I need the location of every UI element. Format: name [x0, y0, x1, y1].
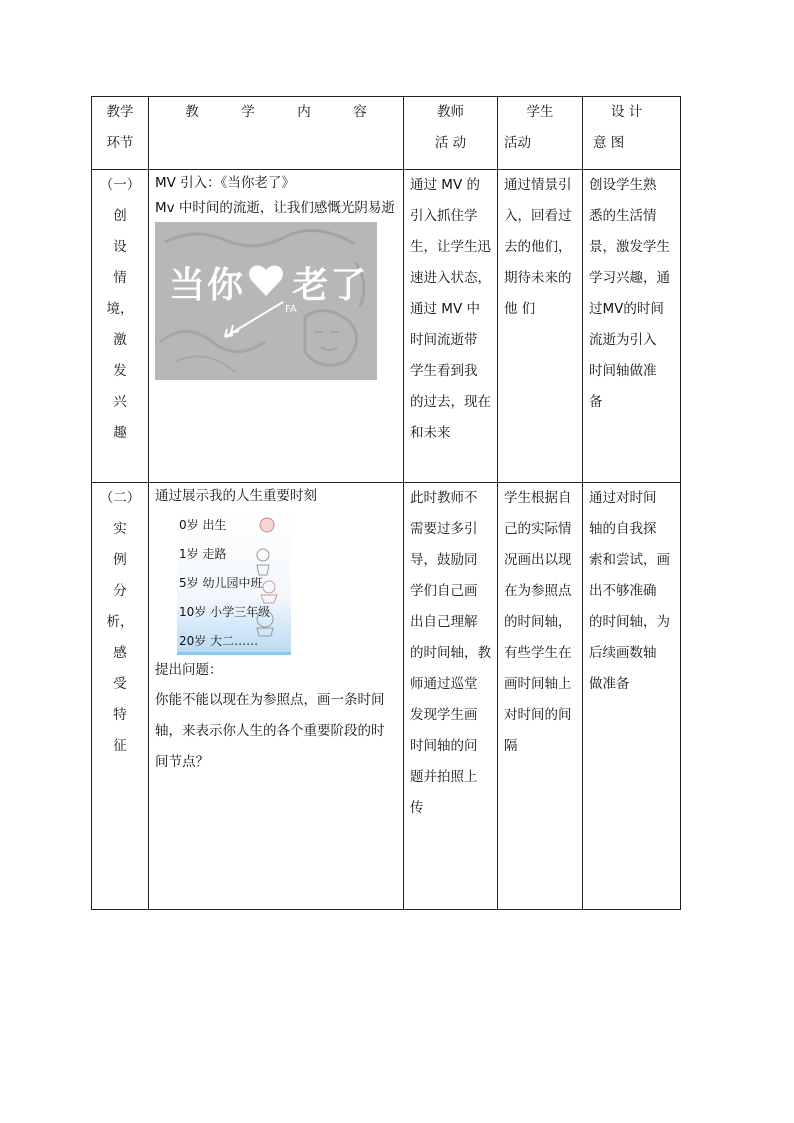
content-cell [149, 170, 404, 483]
content-line: MV 引入：《当你老了》 [155, 175, 295, 191]
mv-cover-image [155, 222, 377, 380]
teacher-activity-cell [404, 170, 498, 483]
stage-text: 感 [113, 645, 127, 661]
student-line: 学生根据自 [504, 490, 572, 506]
stage-text: 实 [113, 521, 127, 537]
stage-text: 特 [113, 707, 127, 723]
stage-text: 例 [113, 552, 127, 568]
stage-cell [92, 483, 149, 910]
design-intent-cell [583, 170, 681, 483]
doodle-figures [247, 515, 287, 645]
student-line: 有些学生在 [504, 645, 572, 661]
teacher-line: 需要过多引 [410, 521, 478, 537]
question-line: 间节点？ [155, 754, 209, 770]
intent-line: 过MV的时间 [589, 301, 664, 317]
stage-text: 境， [106, 301, 134, 317]
student-line: 去的他们， [504, 239, 572, 255]
header-content-char: 内 [297, 104, 311, 120]
intent-line: 学习兴趣，通 [589, 270, 670, 286]
student-line: 在为参照点 [504, 583, 572, 599]
teacher-line: 传 [410, 800, 424, 816]
header-student-line: 活动 [504, 135, 531, 151]
life-timeline-image [177, 511, 291, 655]
stage-text: 趣 [113, 425, 127, 441]
teacher-line: 生，让学生迅 [410, 239, 491, 255]
header-teacher-line: 活 动 [434, 135, 467, 151]
header-student [498, 97, 583, 170]
stage-text: 情 [113, 270, 127, 286]
timeline-item: 20岁 大二…… [179, 634, 259, 648]
teacher-activity-cell [404, 483, 498, 910]
intent-line: 备 [589, 394, 603, 410]
intent-line: 的时间轴，为 [589, 614, 670, 630]
teacher-line: 通过 MV 的 [410, 177, 480, 193]
teacher-line: 师通过巡堂 [410, 676, 478, 692]
intent-line: 后续画数轴 [589, 645, 657, 661]
student-activity-cell [498, 170, 583, 483]
timeline-item: 10岁 小学三年级 [179, 605, 271, 619]
header-intent-line: 意 图 [593, 135, 625, 151]
intent-line: 悉的生活情 [589, 208, 657, 224]
content-line: 通过展示我的人生重要时刻 [155, 488, 317, 504]
teacher-line: 和未来 [410, 425, 451, 441]
teacher-line: 导，鼓励同 [410, 552, 478, 568]
content-line: Mv 中时间的流逝，让我们感慨光阴易逝 [155, 200, 395, 216]
design-intent-cell [583, 483, 681, 910]
stage-text: 分 [113, 583, 127, 599]
question-line: 轴，来表示你人生的各个重要阶段的时 [155, 723, 385, 739]
student-line: 况画出以现 [504, 552, 572, 568]
student-line: 己的实际情 [504, 521, 572, 537]
student-line: 对时间的间 [504, 707, 572, 723]
intent-line: 流逝为引入 [589, 332, 657, 348]
intent-line: 创设学生熟 [589, 177, 657, 193]
header-content [149, 97, 404, 170]
teacher-line: 发现学生画 [410, 707, 478, 723]
header-intent [583, 97, 681, 170]
stage-cell [92, 170, 149, 483]
teacher-line: 速进入状态， [410, 270, 491, 286]
student-line: 的时间轴， [504, 614, 572, 630]
header-content-char: 容 [353, 104, 367, 120]
content-cell [149, 483, 404, 910]
teacher-line: 引入抓住学 [410, 208, 478, 224]
student-line: 入，回看过 [504, 208, 572, 224]
mv-logo-text: FA [285, 304, 297, 315]
stage-text: （一） [99, 177, 141, 193]
intent-line: 通过对时间 [589, 490, 657, 506]
mv-title-text: 当你 老了 [169, 265, 369, 306]
stage-text: 发 [113, 363, 127, 379]
timeline-item: 0岁 出生 [179, 518, 227, 532]
student-line: 通过情景引 [504, 177, 572, 193]
intent-line: 出不够准确 [589, 583, 657, 599]
teacher-line: 出自己理解 [410, 614, 478, 630]
header-stage-line: 教学 [106, 104, 134, 120]
stage-text: 征 [113, 738, 127, 754]
teacher-line: 时间轴的问 [410, 738, 478, 754]
lesson-plan-table [91, 96, 681, 910]
table-header-row [92, 97, 681, 170]
student-activity-cell [498, 483, 583, 910]
stage-text: 创 [113, 208, 127, 224]
student-line: 期待未来的 [504, 270, 572, 286]
stage-text: 兴 [113, 394, 127, 410]
teacher-line: 通过 MV 中 [410, 301, 480, 317]
stage-text: 设 [113, 239, 127, 255]
student-line: 隔 [504, 738, 518, 754]
header-teacher [404, 97, 498, 170]
header-intent-line: 设 计 [611, 104, 643, 120]
teacher-line: 此时教师不 [410, 490, 478, 506]
student-line: 他 们 [504, 301, 536, 317]
teacher-line: 时间流逝带 [410, 332, 478, 348]
header-stage-line: 环节 [106, 135, 134, 151]
stage-text: （二） [99, 490, 141, 506]
intent-line: 做准备 [589, 676, 630, 692]
teacher-line: 题并拍照上 [410, 769, 478, 785]
teacher-line: 学生看到我 [410, 363, 478, 379]
header-teacher-line: 教师 [437, 104, 464, 120]
table-row [92, 170, 681, 483]
question-label: 提出问题： [155, 662, 223, 678]
timeline-item: 5岁 幼儿园中班 [179, 576, 263, 590]
table-row [92, 483, 681, 910]
header-stage [92, 97, 149, 170]
question-line: 你能不能以现在为参照点，画一条时间 [155, 692, 385, 708]
timeline-item: 1岁 走路 [179, 547, 227, 561]
teacher-line: 的过去，现在 [410, 394, 491, 410]
intent-line: 时间轴做准 [589, 363, 657, 379]
intent-line: 轴的自我探 [589, 521, 657, 537]
intent-line: 索和尝试，画 [589, 552, 670, 568]
stage-text: 析， [106, 614, 134, 630]
header-content-char: 教 [185, 104, 199, 120]
teacher-line: 的时间轴，教 [410, 645, 491, 661]
stage-text: 激 [113, 332, 127, 348]
header-content-char: 学 [241, 104, 255, 120]
intent-line: 景，激发学生 [589, 239, 670, 255]
student-line: 画时间轴上 [504, 676, 572, 692]
stage-text: 受 [113, 676, 127, 692]
teacher-line: 学们自己画 [410, 583, 478, 599]
header-student-line: 学生 [526, 104, 554, 120]
